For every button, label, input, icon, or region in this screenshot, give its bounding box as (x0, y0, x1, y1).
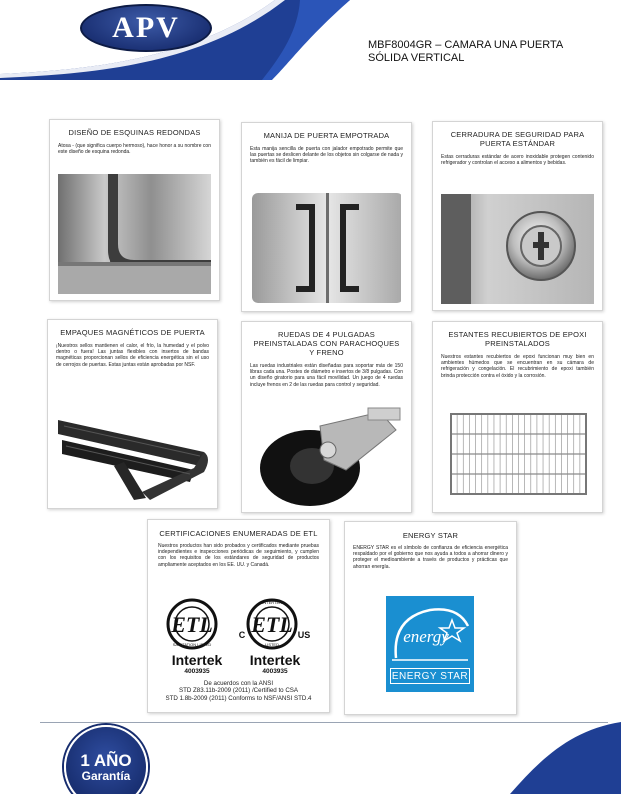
card-text: Las ruedas industriales están diseñadas para soportar más de 150 libras cada una. Postes de diámetro e insertos de 3/8 pulgadas. Con un diseño giratorio para una fácil movilidad. Un juego de 4 ruedas incluye frenos en 2 de las ruedas para control y seguridad. (250, 363, 403, 388)
card-title: EMPAQUES MAGNÉTICOS DE PUERTA (60, 328, 205, 337)
energy-star-caption: ENERGY STAR (391, 670, 469, 682)
lock-photo (441, 194, 594, 304)
caster-wheel-photo (250, 406, 403, 508)
card-text: Esta manija sencilla de puerta con jalador empotrado permite que las puertas se deslicen delante de los objetos sin colgarse de nada y también es fácil de limpiar. (250, 146, 403, 165)
card-text: Estas cerraduras estándar de acero inoxidable protegen contenido refrigerador y controlan el acceso a alimentos y bebidas. (441, 154, 594, 167)
energy-star-caption-box (390, 668, 470, 684)
card-title: RUEDAS DE 4 PULGADAS PREINSTALADAS CON PARACHOQUES Y FRENO (253, 330, 400, 357)
energy-star-card (344, 521, 517, 715)
standards-line-1: De acuerdos con la ANSI (203, 680, 274, 687)
feature-card-magnetic-gaskets (47, 319, 218, 509)
intertek-number-2: 4003935 (262, 668, 288, 675)
feature-card-security-lock (432, 121, 603, 311)
energy-star-emblem (386, 596, 474, 666)
card-title: ESTANTES RECUBIERTOS DE EPOXI PREINSTALADOS (448, 330, 587, 348)
wire-shelf-photo (443, 406, 592, 502)
feature-card-epoxy-shelves (432, 321, 603, 513)
warranty-label: Garantía (81, 768, 131, 783)
certifications-text: Nuestros productos han sido probados y certificados mediante pruebas independientes e inspecciones periódicas de seguimiento, y cumplen con los requisitos de los estándares de seguridad de productos ampliamente aceptados en los EE. UU. y Canadá. (158, 543, 319, 568)
logo-text: APV (112, 11, 180, 44)
logo2-ring-top: INTERTEK (262, 600, 282, 605)
certifications-title: CERTIFICACIONES ENUMERADAS DE ETL (159, 529, 318, 538)
warranty-years: 1 AÑO (80, 750, 132, 770)
standards-block (152, 680, 325, 702)
etl-listed-logo (239, 600, 311, 648)
etl-logos (148, 594, 330, 656)
page-title (368, 39, 613, 65)
card-text: ¡Nuestros sellos mantienen el calor, el frío, la humedad y el polvo dentro o fuera! Las juntas flexibles con insertos de bandas magnéticas proporcionan sellos de eficiencia energética sin el uso de cerrojos de puertas. Estas juntas están aprobadas por NSF. (56, 343, 209, 368)
standards-line-3: STD 1.8b-2009 (2011) Conforms to NSF/ANSI STD.4 (165, 694, 312, 702)
standards-line-2: STD Z83.11b-2009 (2011) /Certified to CSA (178, 687, 299, 695)
energy-star-text: ENERGY STAR es el símbolo de confianza de eficiencia energética respaldado por el gobierno que nos ayuda a todos a ahorrar dinero y proteger el medioambiente a través de productos y prácticas que ahorran energía. (353, 545, 508, 570)
card-text: Atosa - (que significa cuerpo hermoso), hace honor a su nombre con este diseño de esquina redonda. (58, 143, 211, 156)
page-title-line2: SÓLIDA VERTICAL (368, 52, 465, 64)
feature-card-casters (241, 321, 412, 513)
rounded-corner-photo (58, 174, 211, 294)
intertek-brand-1: Intertek (171, 652, 223, 668)
certifications-card (147, 519, 330, 713)
page-title-line1: MBF8004GR – CAMARA UNA PUERTA (368, 39, 564, 51)
apv-logo (80, 4, 212, 52)
energy-script: energy (403, 627, 449, 646)
svg-text:ETL: ETL (171, 612, 213, 637)
energy-star-title: ENERGY STAR (402, 531, 459, 540)
door-handle-photo (252, 193, 401, 303)
energy-star-logo (386, 596, 474, 692)
feature-card-recessed-handle (241, 122, 412, 312)
gasket-photo (54, 392, 211, 502)
footer-divider (40, 722, 608, 723)
intertek-brand-2: Intertek (249, 652, 301, 668)
header-band (0, 0, 621, 80)
logo2-us: US (297, 630, 311, 640)
card-text: Nuestros estantes recubiertos de epoxi funcionan muy bien en ambientes húmedos que se encuentran en su cámara de refrigeración y congelación. El recubrimiento de epoxi también brinda protección contra el óxido y la corrosión. (441, 354, 594, 379)
card-title: DISEÑO DE ESQUINAS REDONDAS (68, 128, 201, 137)
intertek-number-1: 4003935 (184, 668, 210, 675)
card-title: MANIJA DE PUERTA EMPOTRADA (263, 131, 390, 140)
warranty-badge (64, 725, 148, 794)
logo1-ring-text: SANITATION LISTED (172, 642, 212, 647)
feature-card-rounded-corners (49, 119, 220, 301)
logo2-ring-bottom: LISTED (264, 642, 280, 647)
svg-text:ETL: ETL (251, 612, 293, 637)
logo2-c: C (238, 630, 246, 640)
etl-sanitation-logo (168, 600, 216, 648)
card-title: CERRADURA DE SEGURIDAD PARA PUERTA ESTÁNDAR (450, 130, 585, 148)
